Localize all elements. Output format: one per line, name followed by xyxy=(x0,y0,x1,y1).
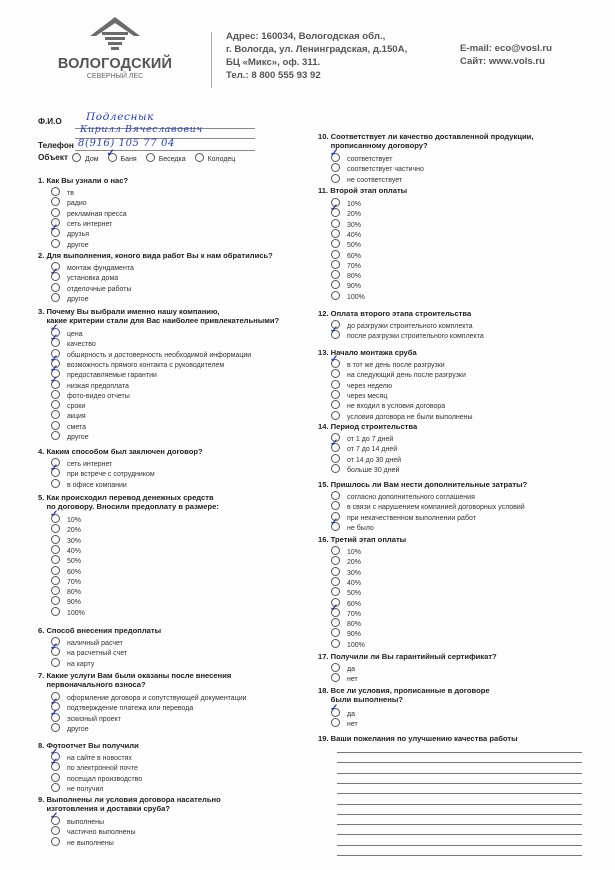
radio-circle-icon[interactable] xyxy=(331,618,340,627)
option-label: цена xyxy=(67,331,83,338)
radio-circle-icon[interactable] xyxy=(331,673,340,682)
brand-name: ВОЛОГОДСКИЙ xyxy=(57,56,173,72)
question-title-18: 18. Все ли условия, прописанные в договоре были выполнены? xyxy=(318,686,490,705)
fio-value-handwritten[interactable]: Подлеснык xyxy=(86,111,155,123)
phone-line: Тел.: 8 800 555 93 92 xyxy=(226,70,321,81)
wishes-write-line[interactable] xyxy=(337,752,582,753)
radio-circle-icon[interactable] xyxy=(330,148,340,162)
option-label: 70% xyxy=(67,578,82,586)
radio-circle-icon[interactable] xyxy=(331,556,340,565)
question-10-option[interactable] xyxy=(331,174,402,186)
radio-circle-icon[interactable] xyxy=(331,639,340,648)
option-label: смета xyxy=(67,423,86,431)
option-label: до разгрузки строительного комплекта xyxy=(347,323,473,330)
radio-circle-icon[interactable] xyxy=(51,658,60,667)
radio-circle-icon[interactable] xyxy=(331,501,340,510)
fio-label: Ф.И.О xyxy=(38,117,62,126)
radio-circle-icon[interactable] xyxy=(331,260,340,269)
option-label: выполнены xyxy=(67,819,105,826)
question-8-option[interactable] xyxy=(51,783,103,795)
option-label: 40% xyxy=(347,579,362,587)
radio-circle-icon[interactable] xyxy=(51,783,60,792)
checkmark-icon: ✓ xyxy=(50,642,59,654)
checkmark-icon: ✓ xyxy=(106,148,115,159)
radio-circle-icon[interactable] xyxy=(331,491,340,500)
wishes-write-line[interactable] xyxy=(337,773,582,774)
radio-circle-icon[interactable] xyxy=(51,431,60,440)
question-7-option[interactable] xyxy=(51,723,89,735)
question-4-option[interactable] xyxy=(51,479,127,491)
phone-label: Телефон xyxy=(38,141,74,150)
radio-circle-icon[interactable] xyxy=(51,555,60,564)
question-title-2: 2. Для выполнения, коного вида работ Вы к нам обратились? xyxy=(38,251,273,260)
question-title-5: 5. Как происходил перевод денежных средств по договору. Вносили предоплату в размере: xyxy=(38,493,219,512)
checkmark-icon: ✓ xyxy=(50,463,59,475)
radio-circle-icon[interactable] xyxy=(51,479,60,488)
option-label: при некачественном выполнении работ xyxy=(347,514,476,522)
radio-circle-icon[interactable] xyxy=(331,390,340,399)
object-option-label: Беседка xyxy=(158,156,186,163)
option-label: не было xyxy=(347,524,374,532)
radio-circle-icon[interactable] xyxy=(331,718,340,727)
question-title-1: 1. Как Вы узнали о нас? xyxy=(38,176,129,185)
radio-circle-icon[interactable] xyxy=(331,587,340,596)
brand-subtitle: СЕВЕРНЫЙ ЛЕС xyxy=(86,73,144,80)
question-11-option[interactable] xyxy=(331,291,365,303)
radio-circle-icon[interactable] xyxy=(331,229,340,238)
option-label: по электронной почте xyxy=(67,765,138,773)
fio-value-handwritten-2[interactable]: Кирилл Вячеславович xyxy=(80,124,203,135)
question-title-11: 11. Второй этап оплаты xyxy=(318,186,408,195)
option-label: 70% xyxy=(347,262,362,270)
radio-circle-icon[interactable] xyxy=(106,148,117,162)
radio-circle-icon[interactable] xyxy=(50,509,60,523)
option-label: 60% xyxy=(347,600,362,608)
option-label: 10% xyxy=(347,549,362,556)
option-label: на карту xyxy=(67,660,95,668)
checkmark-icon: ✓ xyxy=(50,697,59,709)
radio-circle-icon[interactable] xyxy=(50,267,60,281)
option-label: 90% xyxy=(347,283,362,291)
radio-circle-icon[interactable] xyxy=(146,153,155,162)
email-text: E-mail: eco@vosl.ru xyxy=(460,43,552,54)
question-14-option[interactable] xyxy=(331,464,399,476)
option-label: 80% xyxy=(347,621,362,629)
option-label: возможность прямого контакта с руководителем xyxy=(67,361,225,369)
option-label: 80% xyxy=(67,589,82,597)
checkmark-icon: ✓ xyxy=(50,374,59,386)
radio-circle-icon[interactable] xyxy=(331,174,340,183)
radio-circle-icon[interactable] xyxy=(330,325,340,339)
radio-circle-icon[interactable] xyxy=(51,773,60,782)
option-label: 30% xyxy=(347,221,362,229)
header-divider xyxy=(211,32,212,88)
radio-circle-icon[interactable] xyxy=(51,596,60,605)
option-label: в тот же день после разгрузки xyxy=(347,362,445,369)
option-label: да xyxy=(347,666,355,673)
radio-circle-icon[interactable] xyxy=(51,208,60,217)
option-label: условия договора не были выполнены xyxy=(347,413,473,421)
checkmark-icon: ✓ xyxy=(50,747,59,758)
option-label: подтверждение платежа или перевода xyxy=(67,705,194,713)
site-text: Сайт: www.vols.ru xyxy=(460,56,545,67)
question-5-option[interactable] xyxy=(51,607,85,619)
checkmark-icon: ✓ xyxy=(330,516,339,528)
wishes-write-line[interactable] xyxy=(337,804,582,805)
option-label: рекламная пресса xyxy=(67,210,127,218)
object-option-0[interactable] xyxy=(72,153,99,163)
option-label: не получил xyxy=(67,785,104,793)
radio-circle-icon[interactable] xyxy=(51,283,60,292)
option-label: 20% xyxy=(67,527,82,535)
radio-circle-icon[interactable] xyxy=(331,239,340,248)
wishes-write-line[interactable] xyxy=(337,845,582,846)
option-label: 50% xyxy=(347,242,362,250)
radio-circle-icon[interactable] xyxy=(331,219,340,228)
wishes-write-line[interactable] xyxy=(337,783,582,784)
radio-circle-icon[interactable] xyxy=(51,586,60,595)
radio-circle-icon[interactable] xyxy=(331,291,340,300)
option-label: нет xyxy=(347,676,358,684)
checkmark-icon: ✓ xyxy=(50,223,59,235)
radio-circle-icon[interactable] xyxy=(51,723,60,732)
question-title-19: 19. Ваши пожелания по улучшению качества работы xyxy=(318,734,518,743)
radio-circle-icon[interactable] xyxy=(51,607,60,616)
option-label: фото-видео отчеты xyxy=(67,392,130,400)
option-label: от 7 до 14 дней xyxy=(347,446,398,454)
option-label: 20% xyxy=(347,559,362,567)
checkmark-icon: ✓ xyxy=(330,325,339,337)
checkmark-icon: ✓ xyxy=(50,267,59,279)
radio-circle-icon[interactable] xyxy=(51,535,60,544)
phone-line xyxy=(75,150,255,151)
checkmark-icon: ✓ xyxy=(330,203,339,215)
radio-circle-icon[interactable] xyxy=(51,410,60,419)
question-2-option[interactable] xyxy=(51,293,89,305)
radio-circle-icon[interactable] xyxy=(51,197,60,206)
option-label: 90% xyxy=(347,631,362,639)
option-label: соответствует xyxy=(347,156,393,163)
option-label: 80% xyxy=(347,273,362,281)
radio-circle-icon[interactable] xyxy=(331,411,340,420)
option-label: не выполнены xyxy=(67,839,114,847)
radio-circle-icon[interactable] xyxy=(331,250,340,259)
question-17-option[interactable] xyxy=(331,673,358,685)
question-title-15: 15. Пришлось ли Вам нести дополнительные затраты? xyxy=(318,480,528,489)
object-option-1[interactable] xyxy=(106,148,137,163)
option-label: соответствует частично xyxy=(347,166,424,174)
question-13-option[interactable] xyxy=(331,411,473,423)
question-title-12: 12. Оплата второго этапа строительства xyxy=(318,309,472,318)
radio-circle-icon[interactable] xyxy=(51,545,60,554)
checkmark-icon: ✓ xyxy=(50,757,59,769)
question-title-9: 9. Выполнены ли условия договора насательно изготовления и доставки сруба? xyxy=(38,795,221,814)
radio-circle-icon[interactable] xyxy=(50,223,60,237)
wishes-write-line[interactable] xyxy=(337,834,582,835)
question-3-option[interactable] xyxy=(51,431,89,443)
question-title-13: 13. Начало монтажа сруба xyxy=(318,348,417,357)
question-18-option[interactable] xyxy=(331,718,358,730)
option-label: обширность и достоверность необходимой информации xyxy=(67,351,252,359)
radio-circle-icon[interactable] xyxy=(331,270,340,279)
checkmark-icon: ✓ xyxy=(330,703,339,714)
option-label: монтаж фундамента xyxy=(67,265,134,272)
radio-circle-icon[interactable] xyxy=(331,369,340,378)
option-label: тв xyxy=(67,190,74,197)
option-label: частично выполнены xyxy=(67,829,136,837)
option-label: 50% xyxy=(67,558,82,566)
option-label: акция xyxy=(67,413,86,421)
object-options xyxy=(72,148,244,163)
object-label: Объект xyxy=(38,153,68,162)
option-label: низкая предоплата xyxy=(67,382,129,390)
radio-circle-icon[interactable] xyxy=(50,811,60,825)
checkmark-icon: ✓ xyxy=(50,333,59,345)
option-label: эскизный проект xyxy=(67,715,121,723)
checkmark-icon: ✓ xyxy=(50,707,59,719)
checkmark-icon: ✓ xyxy=(330,438,339,450)
radio-circle-icon[interactable] xyxy=(50,642,60,656)
house-logo-icon xyxy=(86,14,144,54)
radio-circle-icon[interactable] xyxy=(330,354,340,368)
option-label: в офисе компании xyxy=(67,481,127,489)
radio-circle-icon[interactable] xyxy=(330,516,340,531)
question-15-option[interactable] xyxy=(330,516,374,534)
option-label: 70% xyxy=(347,610,362,618)
checkmark-icon: ✓ xyxy=(50,364,59,376)
option-label: 10% xyxy=(67,517,82,524)
option-label: не входил в условия договора xyxy=(347,403,446,411)
company-address xyxy=(226,30,407,82)
question-16-option[interactable] xyxy=(331,639,365,651)
radio-circle-icon[interactable] xyxy=(50,374,60,389)
object-option-label: Колодец xyxy=(207,156,236,163)
radio-circle-icon[interactable] xyxy=(330,602,340,617)
object-option-3[interactable] xyxy=(195,153,236,163)
option-label: на сайте в новостях xyxy=(67,755,132,762)
radio-circle-icon[interactable] xyxy=(50,463,60,477)
question-1-option[interactable] xyxy=(51,239,89,251)
option-label: от 14 до 30 дней xyxy=(347,456,402,464)
option-label: сеть интернет xyxy=(67,461,113,468)
option-label: установка дома xyxy=(67,275,119,283)
option-label: качество xyxy=(67,341,96,349)
object-option-label: Баня xyxy=(120,156,137,163)
question-title-10: 10. Соответствует ли качество доставленной продукции, прописанному договору? xyxy=(318,132,534,151)
radio-circle-icon[interactable] xyxy=(331,280,340,289)
question-9-option[interactable] xyxy=(51,837,114,849)
phone-value-handwritten[interactable]: 8(916) 105 77 04 xyxy=(78,138,175,149)
radio-circle-icon[interactable] xyxy=(330,438,340,452)
option-label: посещал производство xyxy=(67,775,143,783)
option-label: оформление договора и сопутствующей документации xyxy=(67,695,247,702)
radio-circle-icon[interactable] xyxy=(51,524,60,533)
wishes-write-line[interactable] xyxy=(337,793,582,794)
option-label: в связи с нарушением компанией договорных условий xyxy=(347,504,525,512)
option-label: 40% xyxy=(67,547,82,555)
wishes-write-line[interactable] xyxy=(337,762,582,763)
radio-circle-icon[interactable] xyxy=(51,390,60,399)
checkmark-icon: ✓ xyxy=(50,353,59,365)
option-label: 100% xyxy=(67,609,85,617)
option-label: 20% xyxy=(347,211,362,219)
object-option-2[interactable] xyxy=(146,153,186,163)
checkmark-icon: ✓ xyxy=(50,509,59,520)
question-title-16: 16. Третий этап оплаты xyxy=(318,535,407,544)
checkmark-icon: ✓ xyxy=(330,354,339,365)
radio-circle-icon[interactable] xyxy=(51,576,60,585)
option-label: 40% xyxy=(347,231,362,239)
option-label: 10% xyxy=(347,201,362,208)
option-label: другое xyxy=(67,434,89,441)
question-title-4: 4. Каким способом был заключен договор? xyxy=(38,447,203,456)
radio-circle-icon[interactable] xyxy=(331,546,340,555)
option-label: 100% xyxy=(347,641,365,649)
radio-circle-icon[interactable] xyxy=(51,837,60,846)
option-label: при встрече с сотрудником xyxy=(67,471,155,479)
radio-circle-icon[interactable] xyxy=(50,333,60,347)
address-line: БЦ «Микс», оф. 311. xyxy=(226,57,321,68)
question-title-7: 7. Какие услуги Вам были оказаны после внесения первоначального взноса? xyxy=(38,671,232,690)
option-label: на расчетный счет xyxy=(67,650,128,658)
option-label: 30% xyxy=(67,537,82,545)
wishes-write-line[interactable] xyxy=(337,824,582,825)
checkmark-icon: ✓ xyxy=(50,811,59,822)
option-label: согласно дополнительного соглашения xyxy=(347,494,475,501)
option-label: 30% xyxy=(347,569,362,577)
radio-circle-icon[interactable] xyxy=(51,293,60,302)
checkmark-icon: ✓ xyxy=(50,323,59,334)
address-line: Адрес: 160034, Вологодская обл., xyxy=(226,31,386,42)
option-label: другое xyxy=(67,725,89,733)
radio-circle-icon[interactable] xyxy=(331,567,340,576)
option-label: предоставляемые гарантии xyxy=(67,372,157,380)
option-label: больше 30 дней xyxy=(347,466,400,474)
question-title-8: 8. Фотоотчет Вы получили xyxy=(38,741,139,750)
option-label: 90% xyxy=(67,599,82,607)
radio-circle-icon[interactable] xyxy=(50,707,60,722)
question-title-6: 6. Способ внесения предоплаты xyxy=(38,626,162,635)
option-label: да xyxy=(347,711,355,718)
radio-circle-icon[interactable] xyxy=(331,464,340,473)
radio-circle-icon[interactable] xyxy=(331,577,340,586)
radio-circle-icon[interactable] xyxy=(330,703,340,717)
radio-circle-icon[interactable] xyxy=(50,757,60,771)
radio-circle-icon[interactable] xyxy=(51,239,60,248)
company-contacts xyxy=(460,42,552,68)
radio-circle-icon[interactable] xyxy=(331,628,340,637)
option-label: 50% xyxy=(347,590,362,598)
option-label: на следующий день после разгрузки xyxy=(347,372,466,380)
option-label: другое xyxy=(67,241,89,249)
option-label: после разгрузки строительного комплекта xyxy=(347,333,484,341)
option-label: не соответствует xyxy=(347,176,403,184)
question-title-14: 14. Период строительства xyxy=(318,422,418,431)
option-label: через месяц xyxy=(347,392,388,400)
address-line: г. Вологда, ул. Ленинградская, д.150А, xyxy=(226,44,408,55)
wishes-write-line[interactable] xyxy=(337,814,582,815)
option-label: отделочные работы xyxy=(67,285,132,293)
option-label: сеть интернет xyxy=(67,220,113,228)
object-option-label: Дом xyxy=(85,156,99,163)
option-label: радио xyxy=(67,200,87,208)
radio-circle-icon[interactable] xyxy=(330,203,340,217)
radio-circle-icon[interactable] xyxy=(331,454,340,463)
checkmark-icon: ✓ xyxy=(330,148,339,159)
question-6-option[interactable] xyxy=(51,658,94,670)
company-logo xyxy=(50,14,180,84)
option-label: через неделю xyxy=(347,382,393,390)
radio-circle-icon[interactable] xyxy=(331,400,340,409)
option-label: наличный расчет xyxy=(67,640,123,647)
question-title-17: 17. Получили ли Вы гарантийный сертификат? xyxy=(318,652,497,661)
radio-circle-icon[interactable] xyxy=(51,421,60,430)
radio-circle-icon[interactable] xyxy=(331,163,340,172)
option-label: друзья xyxy=(67,231,90,239)
radio-circle-icon[interactable] xyxy=(51,400,60,409)
radio-circle-icon[interactable] xyxy=(331,663,340,672)
question-title-3: 3. Почему Вы выбрали именно нашу компанию, какие критерии стали для Вас наиболее привлекательными? xyxy=(38,307,280,326)
checkmark-icon: ✓ xyxy=(330,602,339,614)
option-label: нет xyxy=(347,721,358,729)
radio-circle-icon[interactable] xyxy=(72,153,81,162)
option-label: 60% xyxy=(67,568,82,576)
option-label: 60% xyxy=(347,252,362,260)
option-label: от 1 до 7 дней xyxy=(347,436,394,443)
wishes-write-line[interactable] xyxy=(337,855,582,856)
radio-circle-icon[interactable] xyxy=(51,187,60,196)
radio-circle-icon[interactable] xyxy=(195,153,204,162)
radio-circle-icon[interactable] xyxy=(331,380,340,389)
radio-circle-icon[interactable] xyxy=(51,826,60,835)
option-label: сроки xyxy=(67,403,86,411)
option-label: другое xyxy=(67,295,89,303)
radio-circle-icon[interactable] xyxy=(51,566,60,575)
option-label: 100% xyxy=(347,293,365,301)
